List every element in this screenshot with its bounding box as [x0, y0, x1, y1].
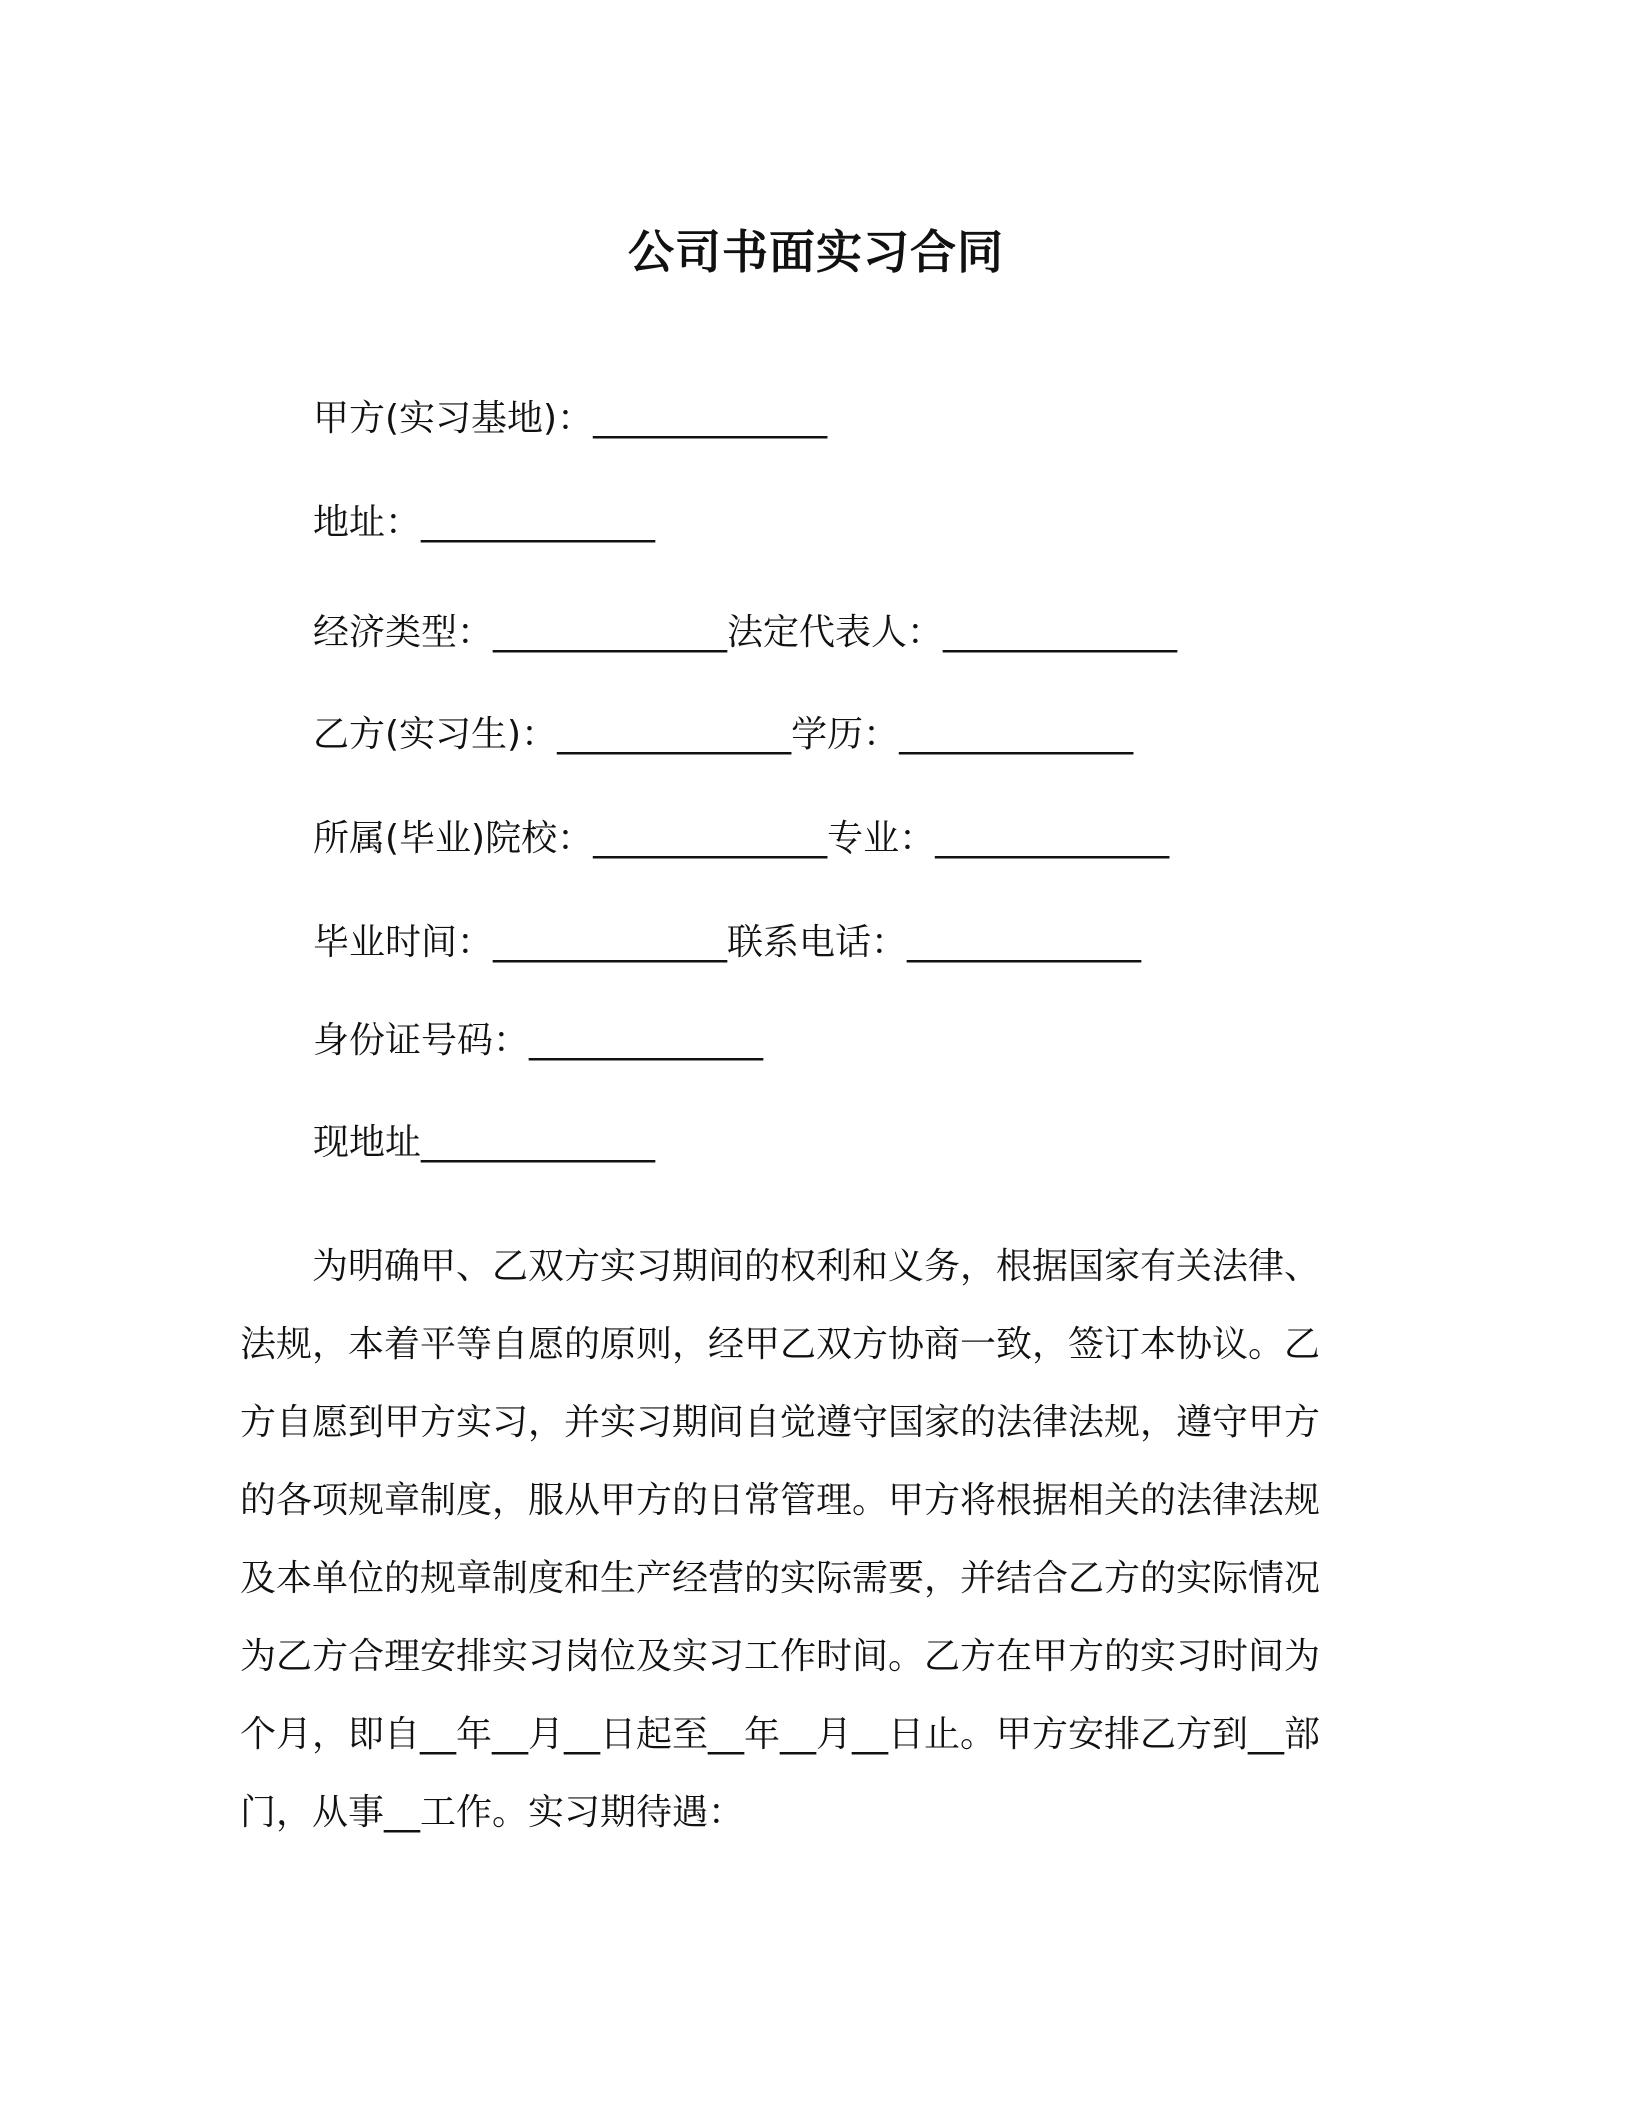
- party-b-field: 乙方(实习生)：_____________: [313, 714, 792, 755]
- address-field: 地址：_____________: [313, 502, 656, 543]
- school-field: 所属(毕业)院校：_____________: [313, 818, 828, 859]
- gradtime-phone-line: [313, 918, 1141, 968]
- economy-legal-line: [313, 608, 1177, 658]
- party-a-line: [313, 394, 827, 444]
- grad-time-field: 毕业时间：_____________: [313, 922, 728, 963]
- current-address-line: [313, 1118, 655, 1168]
- id-number-line: [313, 1016, 763, 1066]
- current-address-field: 现地址_____________: [313, 1122, 656, 1163]
- major-field: 专业：_____________: [827, 818, 1170, 859]
- legal-rep-field: 法定代表人：_____________: [727, 612, 1178, 653]
- party-b-education-line: [313, 710, 1133, 760]
- document-title: 公司书面实习合同: [628, 225, 1004, 279]
- id-number-field: 身份证号码：_____________: [313, 1020, 764, 1061]
- school-major-line: [313, 814, 1169, 864]
- economy-type-field: 经济类型：_____________: [313, 612, 728, 653]
- address-line: [313, 498, 655, 548]
- phone-field: 联系电话：_____________: [727, 922, 1142, 963]
- agreement-paragraph: 为明确甲、乙双方实习期间的权利和义务，根据国家有关法律、法规，本着平等自愿的原则，经甲乙双方协商一致，签订本协议。乙方自愿到甲方实习，并实习期间自觉遵守国家的法律法规，遵守甲方的各项规章制度，服从甲方的日常管理。甲方将根据相关的法律法规及本单位的规章制度和生产经营的实际需要，并结合乙方的实际情况为乙方合理安排实习岗位及实习工作时间。乙方在甲方的实习时间为个月，即自__年__月__日起至__年__月__日止。甲方安排乙方到__部门，从事__工作。实习期待遇：: [240, 1246, 1321, 1833]
- education-field: 学历：_____________: [791, 714, 1134, 755]
- party-a-field: 甲方(实习基地)：_____________: [313, 398, 828, 439]
